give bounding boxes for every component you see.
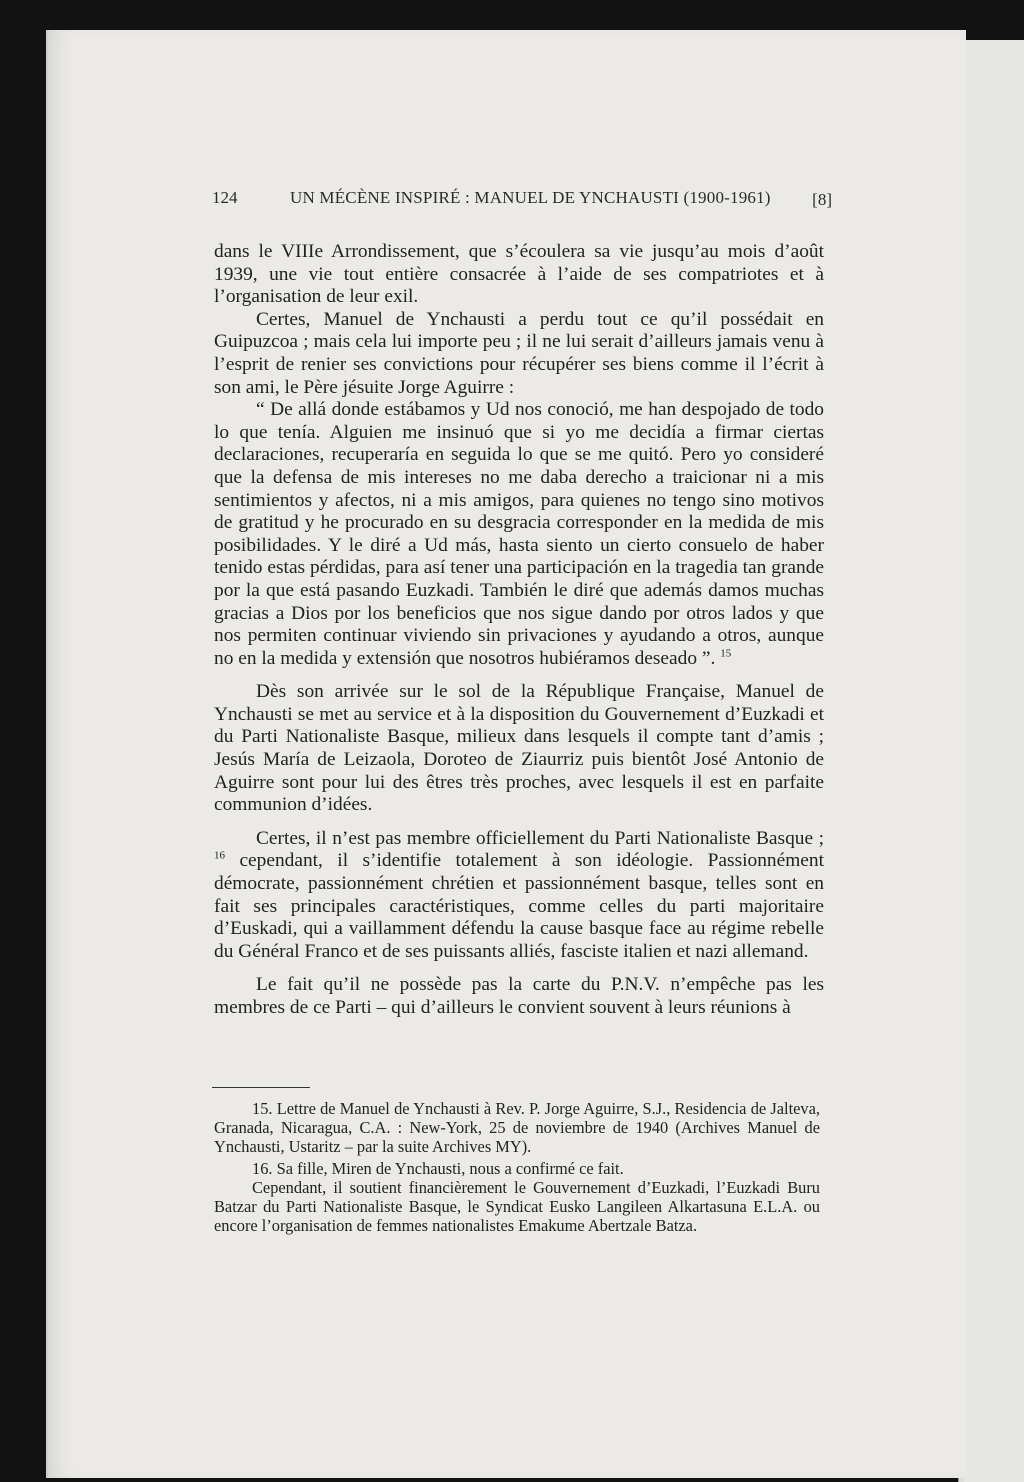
footnote-16: 16. Sa fille, Miren de Ynchausti, nous a confirmé ce fait. xyxy=(252,1159,624,1179)
next-page-surface xyxy=(964,40,1024,1482)
footnote-ref-15: 15 xyxy=(720,647,732,660)
section-mark: [8] xyxy=(812,190,832,209)
paragraph-4: Dès son arrivée sur le sol de la République Française, Manuel de Ynchausti se met au service et à la disposition du Gouvernement d’Euzkadi et du Parti Nationaliste Basque, milieux dans lesquels il compte tant d’amis ; Jesús María de Leizaola, Doroteo de Ziaurriz puis bientôt José Antonio de Aguirre sont pour lui des êtres très proches, avec lesquels il est en parfaite communion d’idées. xyxy=(214,681,824,816)
paragraph-5-start: Certes, il n’est pas membre officiellement du Parti Nationaliste Basque ; xyxy=(256,827,824,849)
paragraph-2: Certes, Manuel de Ynchausti a perdu tout ce qu’il possédait en Guipuzcoa ; mais cela lui importe peu ; il ne lui serait d’ailleurs jamais venu à l’esprit de renier ses convictions pour récupérer ses biens comme il l’écrit à son ami, le Père jésuite Jorge Aguirre : xyxy=(214,308,824,398)
footnotes xyxy=(214,1100,820,1236)
footnote-rule xyxy=(212,1087,310,1088)
footnote-15: 15. Lettre de Manuel de Ynchausti à Rev. P. Jorge Aguirre, S.J., Residencia de Jalteva, Granada, Nicaragua, C.A. : New-York, 25 de noviembre de 1940 (Archives Manuel de Ynchausti, Ustaritz – par la suite Archives MY). xyxy=(214,1099,820,1156)
quotation-text: “ De allá donde estábamos y Ud nos conoció, me han despojado de todo lo que tenía. Alguien me insinuó que si yo me decidía a firmar ciertas declaraciones, recuperaría en seguida lo que se me quitó. Pero yo consideré que la defensa de mis intereses no me daba derecho a traicionar ni a mis sentimientos y afectos, ni a mis amigos, para quienes no tengo sino motivos de gratitud y he procurado en su desgracia corresponder en la medida de mis posibilidades. Y le diré a Ud más, hasta siento un cierto consuelo de haber tenido estas pérdidas, para así tener una participación en la tragedia tan grande por la que está pasando Euzkadi. También le diré que además damos muchas gracias a Dios por los beneficios que nos sigue dando por otros lados y que nos permiten continuar viviendo sin privaciones y ayudando a otros, aunque no en la medida y extensión que nosotros hubiéramos deseado ”. xyxy=(214,399,824,669)
running-title: UN MÉCÈNE INSPIRÉ : MANUEL DE YNCHAUSTI (1900-1961) xyxy=(290,188,771,207)
paragraph-5-end: cependant, il s’identifie totalement à son idéologie. Passionnément démocrate, passionnément chrétien et passionnément basque, telles sont en fait ses principales caractéristiques, comme celles du parti majoritaire d’Euskadi, qui a vaillamment défendu la cause basque face au régime rebelle du Général Franco et de ses puissants alliés, fasciste italien et nazi allemand. xyxy=(214,850,824,962)
body-text xyxy=(214,241,824,1020)
quotation-paragraph xyxy=(214,399,824,670)
paragraph-1: dans le VIIIe Arrondissement, que s’écoulera sa vie jusqu’au mois d’août 1939, une vie tout entière consacrée à l’aide de ses compatriotes et à l’organisation de leur exil. xyxy=(214,241,824,308)
footnote-ref-16: 16 xyxy=(214,849,225,862)
paragraph-5 xyxy=(214,828,824,964)
footnote-16-continued: Cependant, il soutient financièrement le Gouvernement d’Euzkadi, l’Euzkadi Buru Batzar du Parti Nationaliste Basque, le Syndicat Eusko Langileen Alkartasuna E.L.A. ou encore l’organisation de femmes nationalistes Emakume Abertzale Batza. xyxy=(214,1178,820,1235)
paragraph-6: Le fait qu’il ne possède pas la carte du P.N.V. n’empêche pas les membres de ce Parti – qui d’ailleurs le convient souvent à leurs réunions à xyxy=(214,974,824,1018)
page-number: 124 xyxy=(212,188,238,207)
